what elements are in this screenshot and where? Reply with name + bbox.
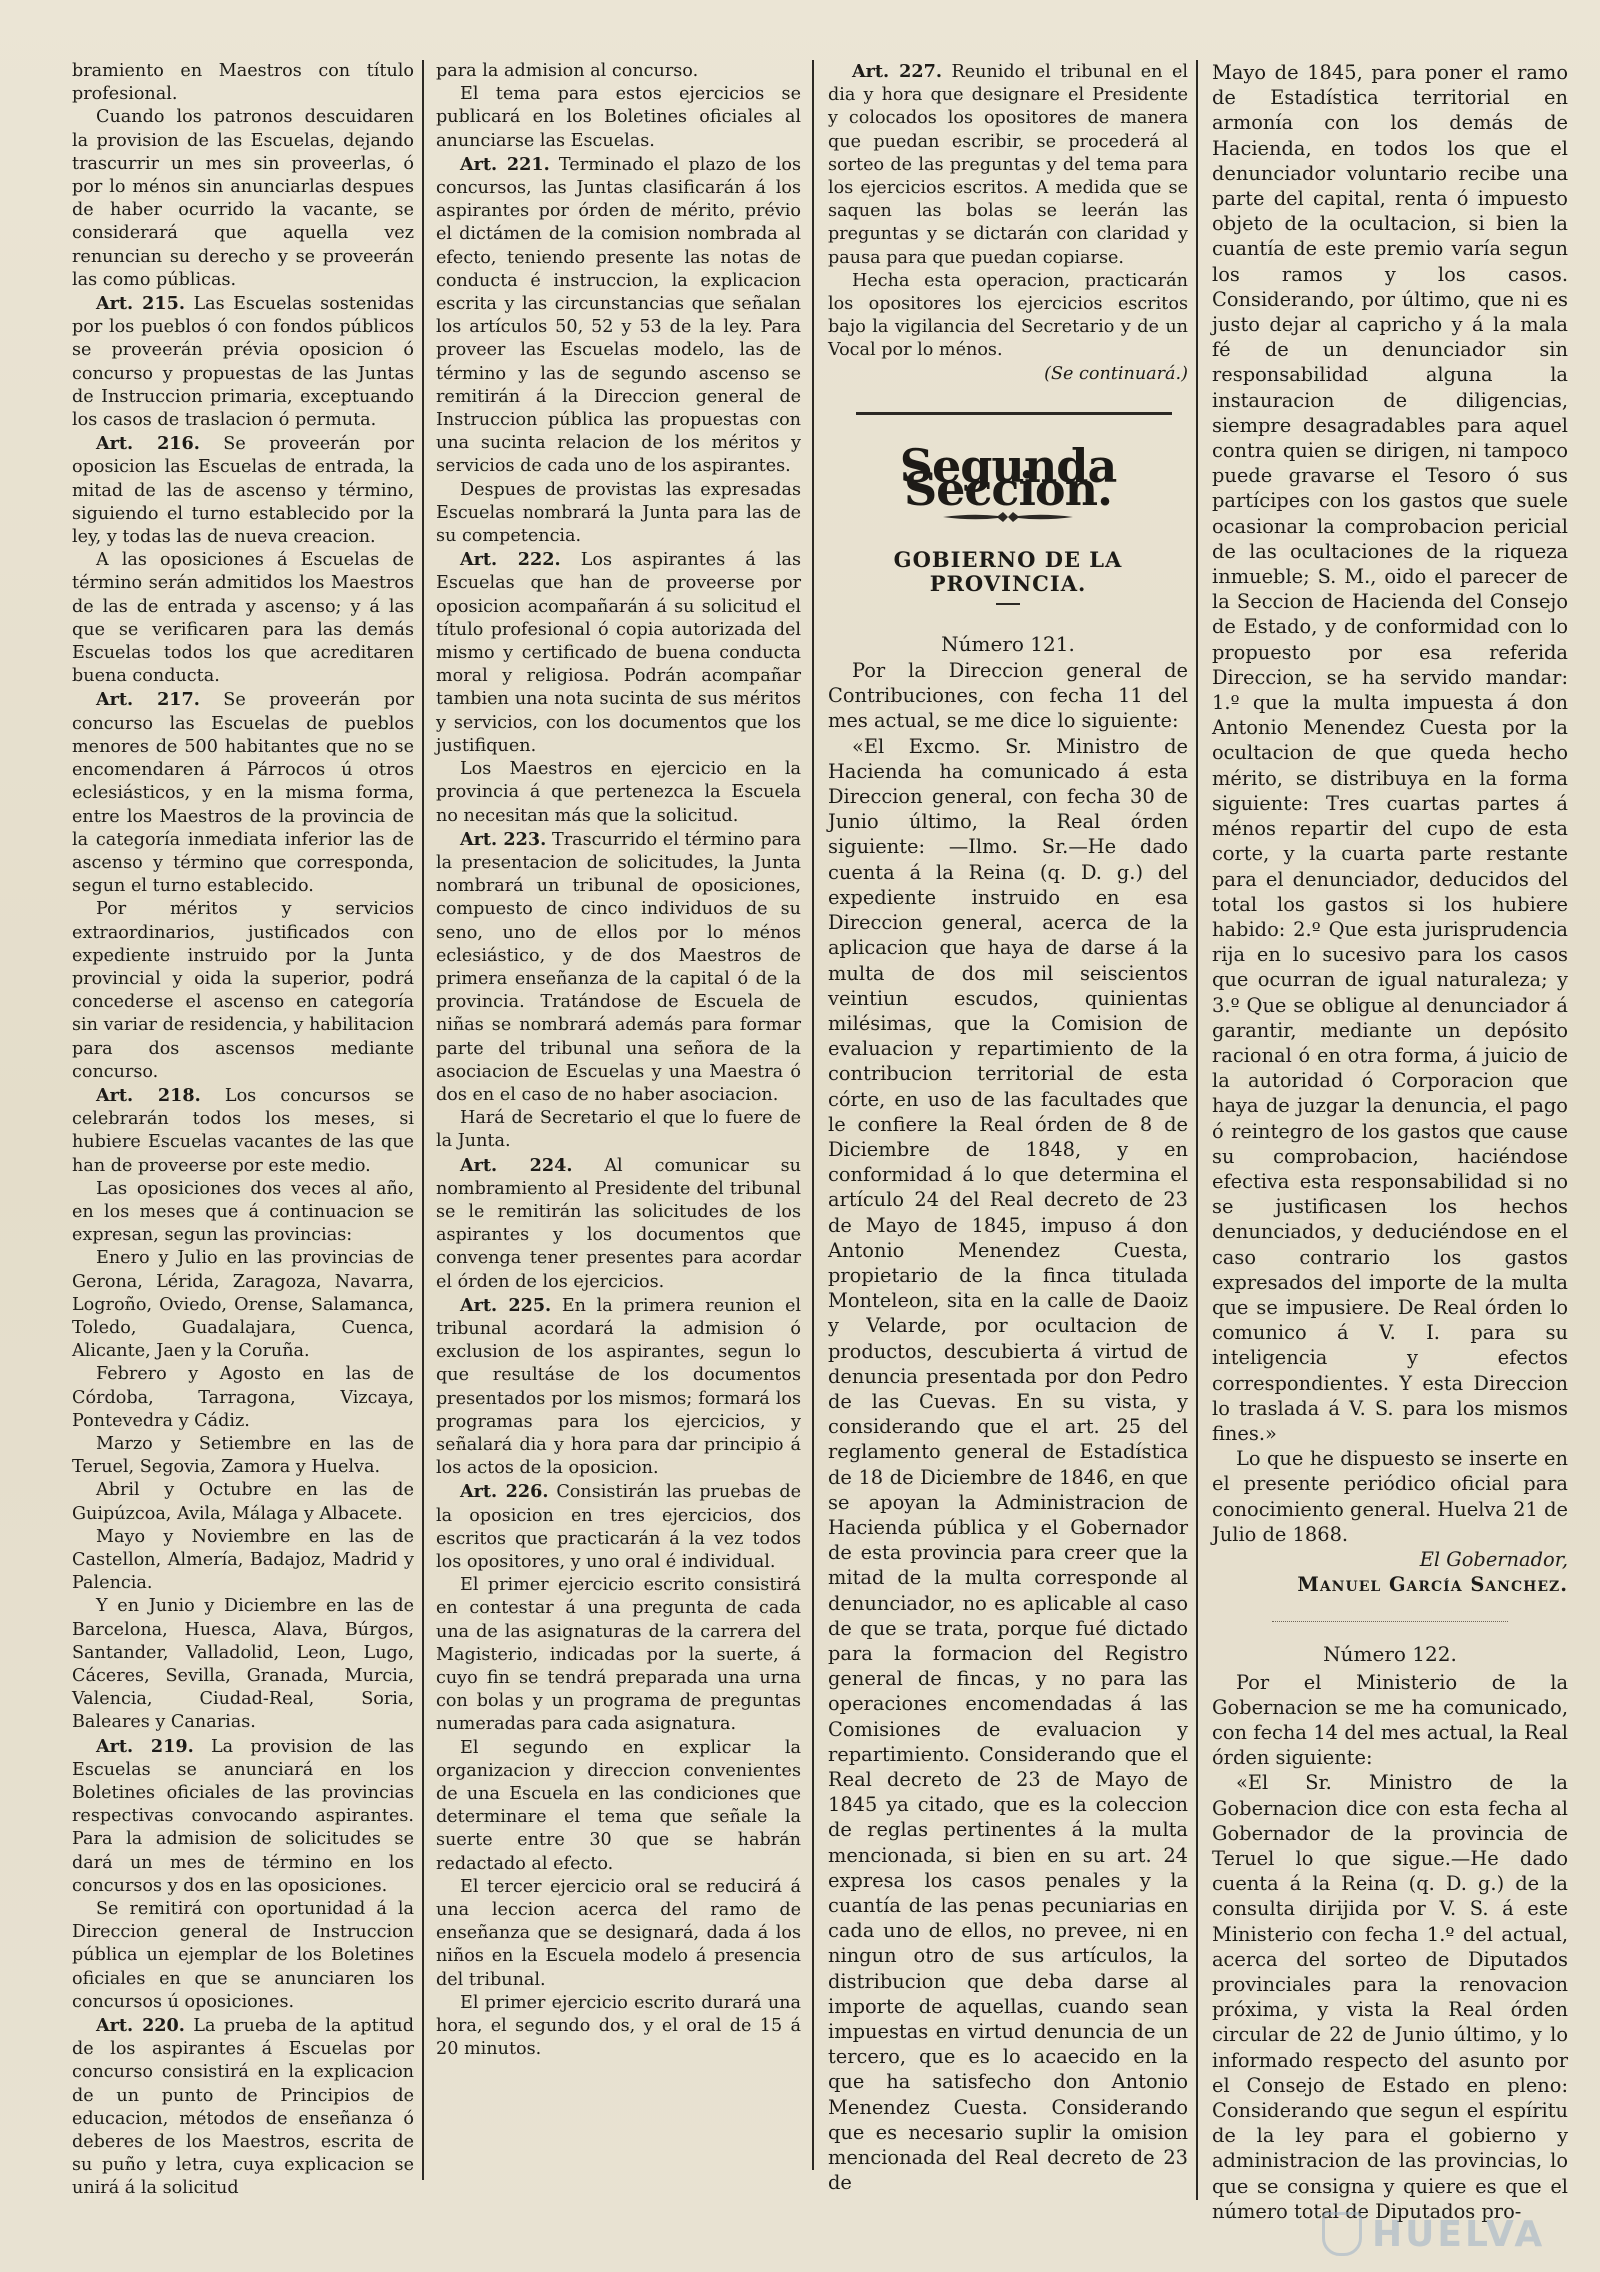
- paragraph-text: Por la Direccion general de Contribuciones, con fecha 11 del mes actual, se me dice lo siguiente:: [828, 659, 1188, 733]
- paragraph: [436, 758, 801, 828]
- shield-icon: [1322, 2212, 1362, 2256]
- paragraph: [828, 658, 1188, 734]
- government-heading: GOBIERNO DE LA PROVINCIA.: [893, 547, 1123, 596]
- paragraph-text: Se proveerán por concurso las Escuelas de pueblos menores de 500 habitantes que no se encomendaren á Párrocos ú otros eclesiásticos, y en la misma forma, entre los Maestros de la provincia de la categoría inmediata inferior las de ascenso y término que corresponda, segun el turno establecido.: [72, 690, 414, 897]
- paragraph-text: La prueba de la aptitud de los aspirantes á Escuelas por concurso consistirá en la explicacion de un punto de Principios de educacion, métodos de enseñanza ó deberes de los Maestros, escrita de su puño y letra, cuya explicacion se unirá á la solicitud: [72, 2016, 414, 2199]
- paragraph: [72, 1479, 414, 1525]
- paragraph-text: Hecha esta operacion, practicarán los opositores los ejercicios escritos bajo la vigilancia del Secretario y de un Vocal por lo ménos.: [828, 270, 1188, 361]
- article-label: Art. 221.: [460, 153, 550, 175]
- paragraph-text: Reunido el tribunal en el dia y hora que designare el Presidente y colocados los opositores de manera que puedan escribir, se procederá al sorteo de las preguntas y del tema para los ejercicios escritos. A medida que se saquen las bolas se leerán las preguntas y se dictarán con claridad y pausa para que puedan copiarse.: [828, 62, 1188, 268]
- paragraph: [72, 549, 414, 688]
- paragraph-text: Se proveerán por oposicion las Escuelas de entrada, la mitad de las de ascenso y término, siguiendo el turno establecido por la ley, y todas las de nueva creacion.: [72, 434, 414, 548]
- paragraph: [72, 898, 414, 1084]
- paragraph: [72, 432, 414, 549]
- paragraph: [1212, 1670, 1568, 1771]
- article-label: Art. 225.: [460, 1294, 552, 1316]
- paragraph: [436, 1876, 801, 1992]
- article-label: Art. 223.: [460, 828, 547, 850]
- paragraph-text: Los Maestros en ejercicio en la provincia á que pertenezca la Escuela no necesitan más que la solicitud.: [436, 759, 801, 826]
- paragraph: [1212, 60, 1568, 1446]
- paragraph: [72, 2014, 414, 2201]
- column-divider: [812, 60, 814, 2170]
- paragraph-text: Mayo y Noviembre en las de Castellon, Almería, Badajoz, Madrid y Palencia.: [72, 1526, 414, 1594]
- article-label: Art. 217.: [96, 689, 200, 711]
- paragraph-text: El tercer ejercicio oral se reducirá á una leccion acerca del ramo de enseñanza que se designará, dada á los niños en la Escuela modelo á presencia del tribunal.: [436, 1876, 801, 1990]
- column-4: [1212, 60, 1568, 2223]
- paragraph: [436, 1107, 801, 1153]
- paragraph: [436, 60, 801, 83]
- paragraph: [436, 83, 801, 153]
- paragraph-text: Los concursos se celebrarán todos los meses, si hubiere Escuelas vacantes de las que han de proveerse por este medio.: [72, 1085, 415, 1176]
- paragraph-text: Abril y Octubre en las de Guipúzcoa, Avila, Málaga y Albacete.: [72, 1480, 414, 1524]
- paragraph-text: Consistirán las pruebas de la oposicion en tres ejercicios, dos escritos que practicarán á la vez todos los opositores, y uno oral é individual.: [436, 1482, 802, 1572]
- paragraph: [1212, 1446, 1568, 1547]
- paragraph: [72, 1595, 414, 1734]
- archive-watermark: [1322, 2210, 1572, 2258]
- article-label: Art. 220.: [96, 2015, 185, 2037]
- art-227-block: [828, 60, 1188, 363]
- paragraph-text: La provision de las Escuelas se anunciará en los Boletines oficiales de las provincias respectivas convocando aspirantes. Para la admision de solicitudes se dará un mes de término en los concursos y dos en las oposiciones.: [72, 1736, 415, 1896]
- column-1: [72, 60, 414, 2210]
- item-121-body: [828, 658, 1188, 2195]
- paragraph: [828, 734, 1188, 2196]
- paragraph: [72, 60, 414, 106]
- paragraph: [436, 1574, 801, 1736]
- paragraph: [72, 688, 414, 898]
- paragraph: [72, 1247, 414, 1363]
- paragraph-text: Se remitirá con oportunidad á la Direccion general de Instruccion pública un ejemplar de los Boletines oficiales en que se anunciaren los concursos ú oposiciones.: [72, 1899, 414, 2012]
- column-3: [828, 60, 1188, 2210]
- continuation-note: (Se continuará.): [1044, 363, 1188, 384]
- item-121-continued: [1212, 60, 1568, 1547]
- article-label: Art. 216.: [96, 433, 200, 455]
- paragraph: [436, 828, 801, 1107]
- column-divider: [1196, 60, 1198, 2200]
- paragraph-text: «El Sr. Ministro de la Gobernacion dice con esta fecha al Gobernador de la provincia de Teruel lo que sigue.—He dado cuenta á la Reina (q. D. g.) de la consulta dirijida por V. S. á este Ministerio con fecha 1.º del actual, acerca del sorteo de Diputados provinciales para la renovacion próxima, y vista la Real órden circular de 22 de Junio último, y lo informado respecto del asunto por el Consejo de Estado en pleno: Considerando que segun el espíritu de la ley para el gobierno y administracion de las provincias, lo que se consigna y quiere es que el número total de Diputados pro-: [1212, 1771, 1568, 2223]
- paragraph-text: «El Excmo. Sr. Ministro de Hacienda ha comunicado á esta Direccion general, con fecha 30 de Junio último, la Real órden siguiente: —Ilmo. Sr.—He dado cuenta á la Reina (q. D. g.) del expediente instruido en esa Direccion general, acerca de la aplicacion que haya de darse á la multa de dos mil seiscientos veintiun escudos, quinientas milésimas, que la Comision de evaluacion y repartimiento de la contribucion territorial de esta córte, en uso de las facultades que le confiere la Real órden de 8 de Diciembre de 1848, y en conformidad á lo que determina el artículo 24 del Real decreto de 23 de Mayo de 1845, impuso á don Antonio Menendez Cuesta, propietario de la finca titulada Monteleon, sita en la calle de Daoiz y Velarde, por ocultacion de productos, descubierta á virtud de denuncia presentada por don Pedro de las Cuevas. En su vista, y considerando que el art. 25 del reglamento general de Estadística de 18 de Diciembre de 1846, en que se apoyan la Administracion de Hacienda pública y el Gobernador de esta provincia para creer que la mitad de la multa corresponde al denunciador, no es aplicable al caso de que se trata, porque fué dictado para la formacion del Registro general de fincas, y no para las operaciones encomendadas á las Comisiones de evaluacion y repartimiento. Considerando que el Real decreto de 23 de Mayo de 1845 ya citado, que es la coleccion de reglas pertinentes á la multa mencionada, si bien en su art. 24 expresa los casos penales y la cuantía de las penas pecuniarias en cada uno de ellos, no prevee, ni en ningun otro de sus artículos, la distribucion que deba darse al importe de aquellas, cuando sean impuestas en virtud denuncia de un tercero, que es lo acaecido en la que ha satisfecho don Antonio Menendez Cuesta. Considerando que es necesario suplir la omision mencionada del Real decreto de 23 de: [828, 734, 1188, 2195]
- paragraph-text: Lo que he dispuesto se inserte en el presente periódico oficial para conocimiento general. Huelva 21 de Julio de 1868.: [1212, 1447, 1568, 1546]
- paragraph-text: En la primera reunion el tribunal acordará la admision ó exclusion de los aspirantes, segun lo que resultáse de los documentos presentados por los mismos; formará los programas para los ejercicios, y señalará dia y hora para dar principio á los actos de la oposicion.: [436, 1295, 802, 1479]
- section-rule: [856, 412, 1172, 415]
- watermark-text: HUELVA: [1372, 2213, 1546, 2255]
- paragraph-text: Trascurrido el término para la presentacion de solicitudes, la Junta nombrará un tribunal de oposiciones, compuesto de cinco individuos de su seno, uno de ellos por lo ménos eclesiástico, y de dos Maestros de primera enseñanza de la capital ó de la provincia. Tratándose de Escuela de niñas se nombrará además para formar parte del tribunal una señora de la asociacion de Escuelas y una Maestra ó dos en el caso de no haber asociacion.: [436, 829, 801, 1105]
- paragraph: [436, 1480, 801, 1574]
- paragraph-text: para la admision al concurso.: [436, 61, 699, 81]
- paragraph-text: Por el Ministerio de la Gobernacion se me ha comunicado, con fecha 14 del mes actual, la Real órden siguiente:: [1212, 1670, 1568, 1770]
- paragraph: [436, 1294, 801, 1481]
- paragraph: [72, 1526, 414, 1596]
- paragraph: [436, 1992, 801, 2062]
- paragraph-text: Febrero y Agosto en las de Córdoba, Tarragona, Vizcaya, Pontevedra y Cádiz.: [72, 1364, 414, 1431]
- item-122-body: [1212, 1670, 1568, 2224]
- paragraph-text: Las Escuelas sostenidas por los pueblos ó con fondos públicos se proveerán prévia oposicion ó concurso y propuestas de las Juntas de Instruccion primaria, exceptuando los casos de traslacion ó permuta.: [72, 294, 414, 431]
- paragraph-text: Al comunicar su nombramiento al Presidente del tribunal se le remitirán las solicitudes de los aspirantes y los documentos que convenga tener presentes para acordar el órden de los ejercicios.: [436, 1155, 801, 1292]
- paragraph: [72, 1178, 414, 1248]
- section-title: Segunda Seccion.: [899, 438, 1117, 517]
- paragraph-text: El segundo en explicar la organizacion y direccion convenientes de una Escuela en las condiciones que determinare el tema que señale la suerte entre 30 que se habrán redactado al efecto.: [436, 1737, 801, 1874]
- paragraph: [1212, 1770, 1568, 2224]
- paragraph-text: A las oposiciones á Escuelas de término serán admitidos los Maestros de las de entrada y ascenso; y á las que se verificaren para las demás Escuelas todos los que acreditaren buena conducta.: [72, 550, 414, 687]
- paragraph-text: Hará de Secretario el que lo fuere de la Junta.: [436, 1108, 801, 1152]
- paragraph: [436, 1154, 801, 1294]
- article-label: Art. 227.: [852, 61, 942, 82]
- paragraph-text: Por méritos y servicios extraordinarios, justificados con expediente instruido por la Junta provincial y oida la superior, podrá concederse el ascenso en categoría sin variar de residencia, y habilitacion para dos ascensos mediante concurso.: [72, 899, 414, 1082]
- paragraph-text: bramiento en Maestros con título profesional.: [72, 61, 414, 105]
- paragraph-text: Cuando los patronos descuidaren la provision de las Escuelas, dejando trascurrir un mes sin proveerlas, ó por lo ménos sin anunciarlas despues de haber ocurrido la vacante, se considerará que aquella vez renuncian su derecho y se proveerán las como públicas.: [72, 107, 414, 290]
- paragraph-text: Terminado el plazo de los concursos, las Juntas clasificarán á los aspirantes por órden de mérito, prévio el dictámen de la comision nombrada al efecto, teniendo presente las notas de conducta é instruccion, la explicacion escrita y las circunstancias que señalan los artículos 50, 52 y 53 de la ley. Para proveer las Escuelas modelo, las de término y las de segundo ascenso se remitirán á la Direccion general de Instruccion pública las propuestas con una sucinta relacion de los méritos y servicios de cada uno de los aspirantes.: [436, 154, 802, 477]
- column-divider: [422, 60, 424, 2180]
- signature-name: Manuel García Sanchez.: [1297, 1573, 1568, 1597]
- article-label: Art. 224.: [460, 1154, 573, 1176]
- paragraph: [72, 1433, 414, 1479]
- item-number-122: Número 122.: [1323, 1642, 1457, 1667]
- article-label: Art. 215.: [96, 293, 185, 315]
- article-label: Art. 218.: [96, 1084, 201, 1106]
- paragraph-text: Y en Junio y Diciembre en las de Barcelona, Huesca, Alava, Búrgos, Santander, Valladolid, Leon, Lugo, Cáceres, Sevilla, Granada, Murcia, Valencia, Ciudad-Real, Soria, Baleares y Canarias.: [72, 1596, 414, 1733]
- paragraph-text: Las oposiciones dos veces al año, en los meses que á continuacion se expresan, segun las provincias:: [72, 1178, 414, 1246]
- paragraph: [72, 1898, 414, 2014]
- paragraph: [72, 1363, 414, 1433]
- dotted-separator: [1272, 1613, 1508, 1622]
- item-number-121: Número 121.: [941, 631, 1075, 656]
- paragraph-text: Mayo de 1845, para poner el ramo de Estadística territorial en armonía con los demás de Hacienda, en todos los que el denunciador voluntario recibe una parte del capital, renta ó impuesto objeto de la ocultacion, si bien la cuantía de este premio varía segun los ramos y los casos. Considerando, por último, que ni es justo dejar al capricho y á la mala fé de un denunciador sin responsabilidad alguna la instauracion de diligencias, siempre desagradables para aquel contra quien se dirigen, ni tampoco puede gravarse el Tesoro ó sus partícipes con los gastos que suele ocasionar la comprobacion pericial de las ocultaciones de la riqueza inmueble; S. M., oido el parecer de la Seccion de Hacienda del Consejo de Estado, y de conformidad con lo propuesto por esa referida Direccion, se ha servido mandar: 1.º que la multa impuesta á don Antonio Menendez Cuesta por la ocultacion de que queda hecho mérito, se distribuya en la forma siguiente: Tres cuartas partes á ménos repartir del cupo de esta corte, y la cuarta parte restante para el denunciador, deducidos del total los gastos si los hubiere habido: 2.º Que esta jurisprudencia rija en lo sucesivo para los casos que ocurran de igual naturaleza; y 3.º Que se obligue al denunciador á garantir, mediante un depósito racional ó en otra forma, á juicio de la autoridad ó Corporacion que haya de juzgar la denuncia, el pago ó reintegro de los gastos que cause su comprobacion, haciéndose efectiva esta responsabilidad si no se justificasen los hechos denunciados, y deduciéndose en el caso contrario los gastos expresados del importe de la multa que se impusiere. De Real órden lo comunico á V. I. para su inteligencia y efectos correspondientes. Y esta Direccion lo traslada á V. S. para los mismos fines.»: [1212, 61, 1568, 1445]
- ornament-divider: [828, 507, 1188, 530]
- paragraph: [72, 1084, 414, 1178]
- paragraph: [436, 153, 801, 479]
- short-rule: [996, 603, 1020, 605]
- paragraph-text: Los aspirantes á las Escuelas que han de proveerse por oposicion acompañarán á su solicitud el título profesional ó copia autorizada del mismo y certificado de buena conducta moral y religiosa. Podrán acompañar tambien una nota sucinta de sus méritos y servicios, con los documentos que los justifiquen.: [436, 550, 801, 756]
- paragraph-text: El primer ejercicio escrito durará una hora, el segundo dos, y el oral de 15 á 20 minutos.: [436, 1992, 801, 2060]
- paragraph: [828, 60, 1188, 270]
- paragraph: [436, 479, 801, 549]
- paragraph: [72, 292, 414, 432]
- article-label: Art. 226.: [460, 1481, 549, 1503]
- paragraph-text: Enero y Julio en las provincias de Gerona, Lérida, Zaragoza, Navarra, Logroño, Oviedo, Orense, Salamanca, Toledo, Guadalajara, Cuenca, Alicante, Jaen y la Coruña.: [72, 1248, 414, 1362]
- paragraph: [72, 1735, 414, 1898]
- paragraph-text: El primer ejercicio escrito consistirá en contestar á una pregunta de cada una de las asignaturas de la carrera del Magisterio, indicadas por la suerte, á cuyo fin se tendrá preparada una urna con bolas y un programa de preguntas numeradas para cada asignatura.: [436, 1575, 801, 1735]
- paragraph: [828, 270, 1188, 363]
- paragraph: [436, 1737, 801, 1876]
- paragraph-text: Marzo y Setiembre en las de Teruel, Segovia, Zamora y Huelva.: [72, 1433, 414, 1478]
- article-label: Art. 222.: [460, 549, 561, 571]
- paragraph-text: El tema para estos ejercicios se publicará en los Boletines oficiales al anunciarse las Escuelas.: [436, 84, 801, 151]
- paragraph-text: Despues de provistas las expresadas Escuelas nombrará la Junta para las de su competencia.: [436, 479, 801, 547]
- paragraph: [436, 548, 801, 758]
- column-2: [436, 60, 801, 2210]
- paragraph: [72, 106, 414, 292]
- signature-title: El Gobernador,: [1419, 1547, 1568, 1571]
- article-label: Art. 219.: [96, 1735, 194, 1757]
